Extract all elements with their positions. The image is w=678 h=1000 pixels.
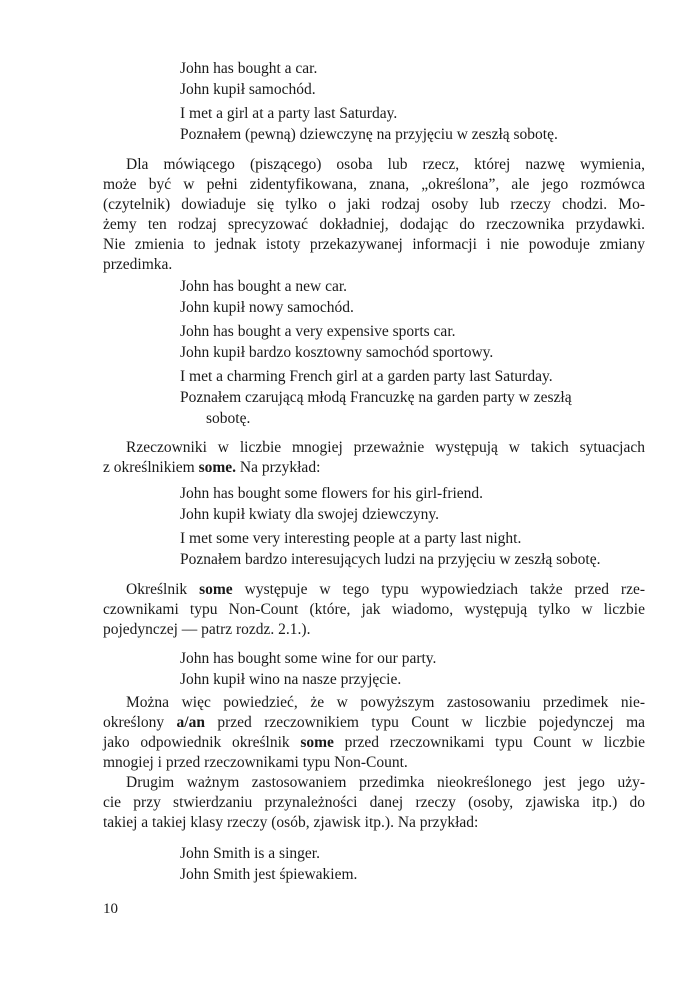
- example-line-en: John has bought a very expensive sports car.: [180, 323, 456, 340]
- example-line-pl: Poznałem bardzo interesujących ludzi na przyjęciu w zeszłą sobotę.: [180, 551, 601, 568]
- example-line-pl: John kupił samochód.: [180, 81, 316, 98]
- example-wine: [180, 648, 650, 690]
- paragraph-line: Drugim ważnym zastosowaniem przedimka nieokreślonego jest jego uży-: [126, 774, 645, 791]
- example-line-en: John Smith is a singer.: [180, 845, 320, 862]
- example-line-en: John has bought some flowers for his girl-friend.: [180, 485, 484, 502]
- paragraph-non-count: [103, 580, 645, 640]
- paragraph-plural: [103, 438, 645, 478]
- paragraph-line: Określnik some występuje w tego typu wypowiedziach także przed rze-: [126, 581, 645, 598]
- paragraph-line: cie przy stwierdzaniu przynależności danej rzeczy (osoby, zjawiska itp.) do: [103, 794, 645, 811]
- example-line-pl: John kupił wino na nasze przyjęcie.: [180, 671, 402, 688]
- paragraph-classification: [103, 773, 645, 833]
- paragraph-line: Dla mówiącego (piszącego) osoba lub rzecz, której nazwę wymienia,: [126, 156, 645, 173]
- paragraph-line: pojedynczej — patrz rozdz. 2.1.).: [103, 621, 311, 638]
- paragraph-line: Rzeczowniki w liczbie mnogiej przeważnie występują w takich sytuacjach: [126, 439, 645, 456]
- example-flowers: [180, 483, 650, 525]
- example-line-en: John has bought a car.: [180, 60, 318, 77]
- keyword-a-an: a/an: [176, 714, 205, 731]
- example-line-pl: John kupił nowy samochód.: [180, 299, 354, 316]
- example-line-pl: John Smith jest śpiewakiem.: [180, 866, 358, 883]
- example-sports-car: [180, 321, 650, 363]
- keyword-some: some: [300, 734, 334, 751]
- paragraph-line: mnogiej i przed rzeczownikami typu Non-Count.: [103, 754, 408, 771]
- keyword-some: some.: [198, 459, 237, 476]
- example-line-pl: Poznałem czarującą młodą Francuzkę na garden party w zeszłą: [180, 389, 572, 406]
- paragraph-line: żemy ten rodzaj sprecyzować dokładniej, dodając do rzeczownika przydawki.: [103, 216, 645, 233]
- example-line-en: I met a girl at a party last Saturday.: [180, 105, 398, 122]
- example-french-girl: [180, 366, 650, 429]
- paragraph-line: jako odpowiednik określnik some przed rzeczownikami typu Count w liczbie: [103, 734, 646, 751]
- example-line-en: John has bought some wine for our party.: [180, 650, 437, 667]
- example-line-pl-cont: sobotę.: [206, 410, 251, 427]
- paragraph-line: czownikami typu Non-Count (które, jak wiadomo, występują tylko w liczbie: [103, 601, 645, 618]
- example-line-pl: Poznałem (pewną) dziewczynę na przyjęciu w zeszłą sobotę.: [180, 126, 558, 143]
- paragraph-speaker: [103, 155, 645, 275]
- example-line-en: I met some very interesting people at a party last night.: [180, 530, 522, 547]
- example-girl-party: [180, 103, 650, 145]
- paragraph-line: Można więc powiedzieć, że w powyższym zastosowaniu przedimek nie-: [126, 694, 645, 711]
- paragraph-line: określony a/an przed rzeczownikiem typu Count w liczbie pojedynczej ma: [103, 714, 646, 731]
- paragraph-line: może być w pełni zidentyfikowana, znana, „określona”, ale jego rozmówca: [103, 176, 645, 193]
- paragraph-summary: [103, 693, 645, 773]
- example-car: [180, 58, 650, 100]
- paragraph-line: z określnikiem some. Na przykład:: [103, 459, 321, 476]
- example-singer: [180, 843, 650, 885]
- keyword-some: some: [199, 581, 233, 598]
- example-line-pl: John kupił bardzo kosztowny samochód sportowy.: [180, 344, 494, 361]
- paragraph-line: przedimka.: [103, 256, 173, 273]
- example-line-en: John has bought a new car.: [180, 278, 348, 295]
- paragraph-line: Nie zmienia to jednak istoty przekazywanej informacji i nie powoduje zmiany: [103, 236, 645, 253]
- example-people: [180, 528, 650, 570]
- example-new-car: [180, 276, 650, 318]
- page-number: 10: [103, 901, 118, 917]
- example-line-pl: John kupił kwiaty dla swojej dziewczyny.: [180, 506, 439, 523]
- paragraph-line: (czytelnik) dowiaduje się tylko o jaki rodzaj osoby lub rzeczy chodzi. Mo-: [103, 196, 645, 213]
- paragraph-line: takiej a takiej klasy rzeczy (osób, zjawisk itp.). Na przykład:: [103, 814, 479, 831]
- example-line-en: I met a charming French girl at a garden party last Saturday.: [180, 368, 553, 385]
